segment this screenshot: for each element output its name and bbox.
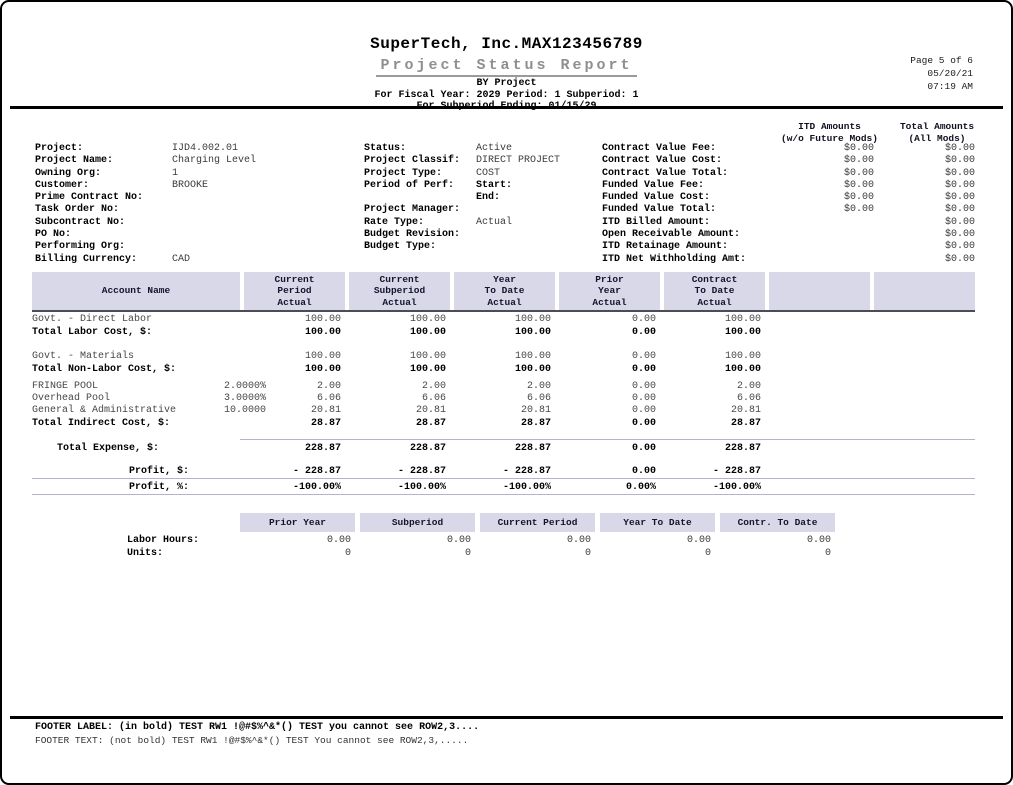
column-header-empty-2 (874, 272, 975, 310)
total-amounts-header: Total Amounts (All Mods) (899, 121, 975, 144)
info-row: End: (476, 192, 501, 204)
info-row: Customer: BROOKE (35, 179, 209, 191)
info-row (364, 254, 599, 266)
footer-text-line: FOOTER TEXT: (not bold) TEST RW1 !@#$%^&*() TEST You cannot see ROW2,3,..... (35, 735, 469, 746)
total-expense-topline (240, 439, 975, 440)
info-row: Billing Currency: CAD (35, 253, 191, 265)
hours-header-subperiod: Subperiod (360, 513, 475, 532)
table-header-underline (32, 310, 975, 312)
info-row: ITD Billed Amount: $0.00 (602, 216, 975, 228)
hours-header-year-to-date: Year To Date (600, 513, 715, 532)
report-time: 07:19 AM (927, 81, 973, 92)
info-row: Project Manager: (364, 204, 461, 216)
column-header-current-subperiod: Current Subperiod Actual (349, 272, 450, 310)
footer-label-line: FOOTER LABEL: (in bold) TEST RW1 !@#$%^&*() TEST you cannot see ROW2,3.... (35, 722, 480, 733)
table-row-total: Total Indirect Cost, $: 28.87 28.87 28.87 0.00 28.87 (32, 417, 761, 429)
info-row: Open Receivable Amount: $0.00 (602, 229, 975, 241)
profit-divider-line (32, 478, 975, 479)
info-row: Project Type: COST (364, 167, 501, 179)
by-line: BY Project (476, 78, 537, 89)
info-row: Funded Value Total: $0.00 $0.00 (602, 204, 975, 216)
column-header-empty-1 (769, 272, 870, 310)
table-row: Govt. - Direct Labor 100.00 100.00 100.00 0.00 100.00 (32, 314, 761, 325)
table-row: Govt. - Materials 100.00 100.00 100.00 0.00 100.00 (32, 351, 761, 362)
fiscal-year-line: For Fiscal Year: 2029 Period: 1 Subperiod: 1 (374, 89, 639, 101)
info-row: ITD Retainage Amount: $0.00 (602, 241, 975, 253)
company-title: SuperTech, Inc.MAX123456789 (370, 35, 643, 53)
info-row: ITD Net Withholding Amt: $0.00 (602, 253, 975, 265)
info-row: Project: IJD4.002.01 (35, 143, 239, 154)
info-row: Budget Revision: (364, 229, 461, 241)
column-header-account-name: Account Name (32, 272, 240, 310)
units-row: Units: 0 0 0 0 0 (127, 547, 831, 559)
project-info-middle (364, 143, 599, 266)
info-row: Subcontract No: (35, 216, 126, 228)
report-date: 05/20/21 (927, 68, 973, 79)
header-divider-rule (10, 106, 1003, 109)
labor-hours-row: Labor Hours: 0.00 0.00 0.00 0.00 0.00 (127, 535, 831, 546)
project-info-right (602, 143, 979, 266)
footer-divider-rule (10, 716, 1003, 719)
column-header-prior-year: Prior Year Actual (559, 272, 660, 310)
table-row-total-expense: Total Expense, $: 228.87 228.87 228.87 0.00 228.87 (57, 443, 761, 454)
table-row: FRINGE POOL 2.0000% 2.00 2.00 2.00 0.00 2.00 (32, 381, 761, 392)
table-row-total: Total Labor Cost, $: 100.00 100.00 100.00 0.00 100.00 (32, 326, 761, 338)
main-table-header (32, 272, 975, 310)
hours-header-contract-to-date: Contr. To Date (720, 513, 835, 532)
profit-bottom-line (32, 494, 975, 495)
info-row: Budget Type: (364, 241, 437, 253)
info-row: Project Classif: DIRECT PROJECT (364, 155, 561, 167)
info-row: Contract Value Fee: $0.00 $0.00 (602, 143, 975, 154)
info-row: Period of Perf: Start: (364, 179, 513, 191)
page-info-block (910, 54, 973, 93)
info-row: Rate Type: Actual (364, 216, 513, 228)
info-row: Status: Active (364, 143, 513, 154)
hours-header-current-period: Current Period (480, 513, 595, 532)
itd-amounts-header: ITD Amounts (w/o Future Mods) (781, 121, 878, 144)
info-row: Contract Value Cost: $0.00 $0.00 (602, 155, 975, 167)
info-row: Contract Value Total: $0.00 $0.00 (602, 167, 975, 179)
table-row: General & Administrative 10.0000 20.81 20.81 20.81 0.00 20.81 (32, 405, 761, 416)
page-number: Page 5 of 6 (910, 55, 973, 66)
info-row: Owning Org: 1 (35, 167, 179, 179)
table-row-profit-dollars: Profit, $: - 228.87 - 228.87 - 228.87 0.00 - 228.87 (129, 466, 761, 477)
column-header-contract-to-date: Contract To Date Actual (664, 272, 765, 310)
info-row: Project Name: Charging Level (35, 155, 257, 167)
info-row: Funded Value Cost: $0.00 $0.00 (602, 192, 975, 204)
hours-header-prior-year: Prior Year (240, 513, 355, 532)
info-row: Performing Org: (35, 241, 126, 253)
info-row: Prime Contract No: (35, 192, 144, 204)
info-row: PO No: (35, 229, 72, 241)
report-title: Project Status Report (376, 57, 636, 77)
table-row-total: Total Non-Labor Cost, $: 100.00 100.00 100.00 0.00 100.00 (32, 363, 761, 375)
info-row: Task Order No: (35, 204, 120, 216)
table-row: Overhead Pool 3.0000% 6.06 6.06 6.06 0.00 6.06 (32, 393, 761, 404)
column-header-current-period: Current Period Actual (244, 272, 345, 310)
info-row: Funded Value Fee: $0.00 $0.00 (602, 179, 975, 191)
project-info-left (35, 143, 365, 266)
report-title-wrap (2, 56, 1011, 77)
table-row-profit-percent: Profit, %: -100.00% -100.00% -100.00% 0.00% -100.00% (129, 481, 761, 493)
column-header-year-to-date: Year To Date Actual (454, 272, 555, 310)
